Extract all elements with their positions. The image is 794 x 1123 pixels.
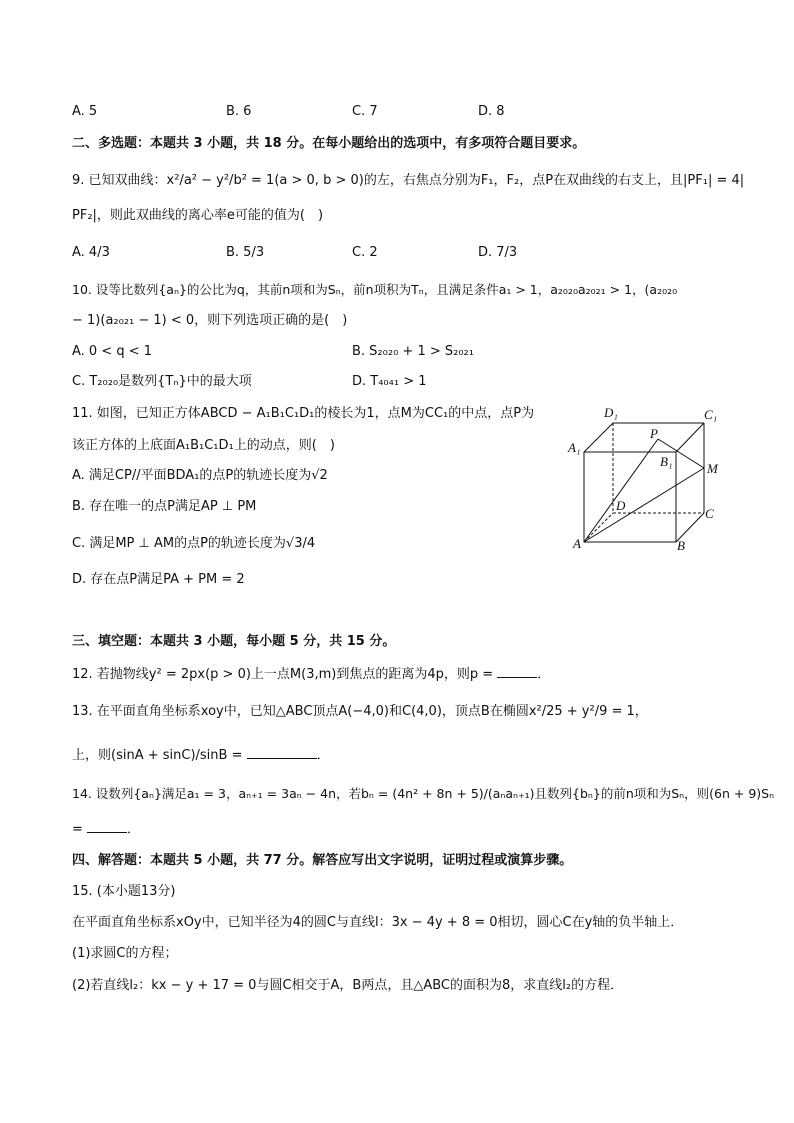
q14-answer-blank[interactable]	[87, 820, 127, 833]
label-c1: C₁	[704, 407, 718, 422]
q11-stem-line2: 该正方体的上底面A₁B₁C₁D₁上的动点，则( )	[72, 438, 335, 453]
section-heading-solutions: 四、解答题：本题共 5 小题，共 77 分。解答应写出文字说明，证明过程或演算步骤。	[72, 853, 573, 868]
q8-option-d: D. 8	[478, 104, 505, 119]
q11-option-d: D. 存在点P满足PA + PM = 2	[72, 572, 245, 587]
q11-option-b: B. 存在唯一的点P满足AP ⊥ PM	[72, 499, 257, 514]
q12-stem: 12. 若抛物线y² = 2px(p > 0)上一点M(3,m)到焦点的距离为4p，则p = ．	[72, 667, 551, 682]
q13-answer-blank[interactable]	[247, 746, 317, 759]
section-heading-multiple-choice: 二、多选题：本题共 3 小题，共 18 分。在每小题给出的选项中，有多项符合题目要求。	[72, 136, 586, 151]
edge-b1c1	[676, 423, 704, 452]
q13-stem-line2: 上，则(sinA + sinC)/sinB = ．	[72, 748, 330, 763]
label-b1: B₁	[660, 454, 673, 469]
q8-option-a: A. 5	[72, 104, 98, 119]
q10-option-b: B. S₂₀₂₀ + 1 > S₂₀₂₁	[352, 344, 474, 359]
q9-option-b: B. 5/3	[226, 245, 265, 260]
q15-part1: (1)求圆C的方程；	[72, 946, 178, 961]
q13-stem-line1: 13. 在平面直角坐标系xoy中，已知△ABC顶点A(−4,0)和C(4,0)，顶点B在椭圆x²/25 + y²/9 = 1，	[72, 704, 648, 719]
q8-option-b: B. 6	[226, 104, 252, 119]
q15-header: 15. (本小题13分)	[72, 884, 176, 899]
edge-a1d1	[584, 423, 613, 452]
q10-option-d: D. T₄₀₄₁ > 1	[352, 374, 427, 389]
label-d: D	[616, 498, 626, 513]
q10-option-a: A. 0 < q < 1	[72, 344, 153, 359]
q13-text: 上，则(sinA + sinC)/sinB =	[72, 748, 247, 763]
label-p: P	[650, 426, 658, 441]
label-m: M	[707, 461, 718, 476]
q10-stem-line2: − 1)(a₂₀₂₁ − 1) < 0，则下列选项正确的是( )	[72, 313, 348, 328]
segment-ap	[584, 439, 658, 542]
q15-part2: (2)若直线l₂：kx − y + 17 = 0与圆C相交于A，B两点，且△ABC的面积为8，求直线l₂的方程．	[72, 978, 624, 993]
label-a: A	[573, 536, 581, 551]
q9-option-a: A. 4/3	[72, 245, 110, 260]
cube-figure	[566, 400, 726, 560]
q12-text: 12. 若抛物线y² = 2px(p > 0)上一点M(3,m)到焦点的距离为4p，则p =	[72, 667, 498, 682]
label-b: B	[677, 538, 685, 553]
q12-answer-blank[interactable]	[497, 665, 537, 678]
q10-stem-line1: 10. 设等比数列{aₙ}的公比为q，其前n项和为Sₙ，前n项积为Tₙ，且满足条件a₁ > 1，a₂₀₂₀a₂₀₂₁ > 1，(a₂₀₂₀	[72, 282, 678, 297]
q15-stem: 在平面直角坐标系xOy中，已知半径为4的圆C与直线l：3x − 4y + 8 = 0相切，圆心C在y轴的负半轴上．	[72, 915, 684, 930]
label-d1: D₁	[604, 405, 618, 420]
q9-stem-line1: 9. 已知双曲线：x²/a² − y²/b² = 1(a > 0, b > 0)的左，右焦点分别为F₁，F₂，点P在双曲线的右支上，且|PF₁| = 4|	[72, 173, 745, 188]
q9-option-c: C. 2	[352, 245, 378, 260]
q10-option-c: C. T₂₀₂₀是数列{Tₙ}中的最大项	[72, 374, 252, 389]
q9-stem-line2: PF₂|，则此双曲线的离心率e可能的值为( )	[72, 208, 324, 223]
q8-option-c: C. 7	[352, 104, 378, 119]
q11-option-a: A. 满足CP//平面BDA₁的点P的轨迹长度为√2	[72, 468, 328, 483]
label-c: C	[705, 506, 714, 521]
q14-stem-line1: 14. 设数列{aₙ}满足a₁ = 3，aₙ₊₁ = 3aₙ − 4n，若bₙ = (4n² + 8n + 5)/(aₙaₙ₊₁)且数列{bₙ}的前n项和为Sₙ，则(6n + 9)Sₙ	[72, 786, 775, 801]
section-heading-fill-in: 三、填空题：本题共 3 小题，每小题 5 分，共 15 分。	[72, 634, 396, 649]
q14-text: =	[72, 822, 88, 837]
label-a1: A₁	[568, 440, 581, 455]
hidden-edge-ad	[584, 513, 613, 542]
segment-am	[584, 468, 704, 542]
q11-stem-line1: 11. 如图，已知正方体ABCD − A₁B₁C₁D₁的棱长为1，点M为CC₁的中点，点P为	[72, 406, 535, 421]
q9-option-d: D. 7/3	[478, 245, 518, 260]
q14-stem-line2: = ．	[72, 822, 141, 837]
q11-option-c: C. 满足MP ⊥ AM的点P的轨迹长度为√3/4	[72, 536, 316, 551]
